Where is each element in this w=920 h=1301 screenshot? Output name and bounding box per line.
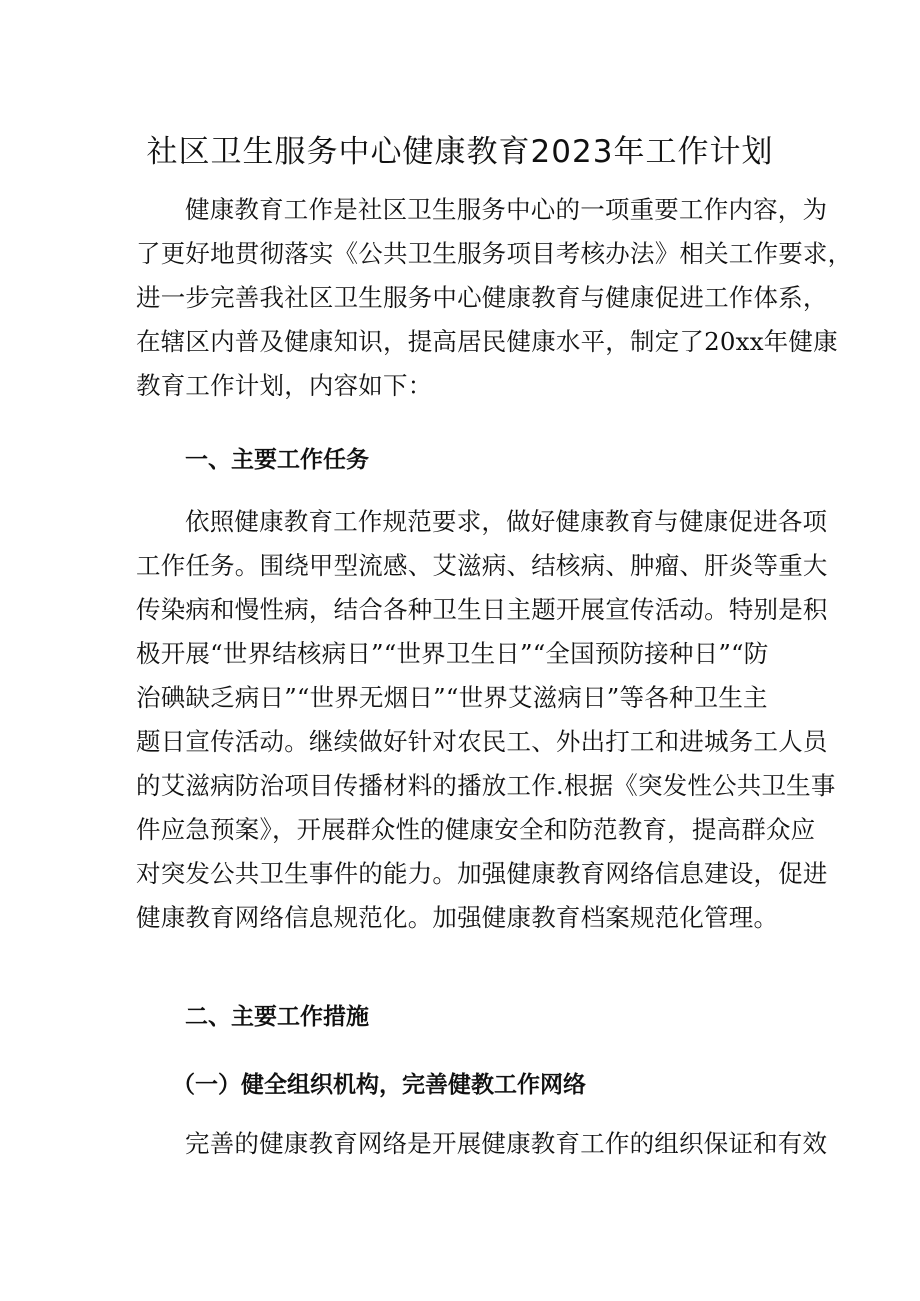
section1-line: 工作任务。围绕甲型流感、艾滋病、结核病、肿瘤、肝炎等重大	[136, 551, 828, 580]
section1-line: 极开展“世界结核病日”“世界卫生日”“全国预防接种日”“防	[136, 639, 769, 668]
intro-line: 健康教育工作是社区卫生服务中心的一项重要工作内容，为	[185, 195, 828, 224]
intro-line: 进一步完善我社区卫生服务中心健康教育与健康促进工作体系，	[136, 283, 828, 312]
intro-paragraph	[136, 188, 853, 408]
section1-line: 健康教育网络信息规范化。加强健康教育档案规范化管理。	[136, 903, 779, 932]
section1-line: 传染病和慢性病，结合各种卫生日主题开展宣传活动。特别是积	[136, 595, 828, 624]
section2-heading: 二、主要工作措施	[185, 1004, 369, 1030]
intro-line: 教育工作计划，内容如下：	[136, 371, 433, 400]
section1-paragraph	[136, 500, 836, 940]
section1-line: 治碘缺乏病日”“世界无烟日”“世界艾滋病日”等各种卫生主	[136, 683, 768, 712]
subsection1-heading: （一）健全组织机构，完善健教工作网络	[172, 1072, 586, 1098]
section1-line: 题日宣传活动。继续做好针对农民工、外出打工和进城务工人员	[136, 727, 828, 756]
intro-line: 在辖区内普及健康知识，提高居民健康水平，制定了20xx年健康	[136, 327, 838, 356]
subsection1-paragraph	[136, 1122, 828, 1166]
subsection1-line: 完善的健康教育网络是开展健康教育工作的组织保证和有效	[185, 1129, 828, 1158]
document-title: 社区卫生服务中心健康教育2023年工作计划	[146, 134, 774, 170]
section1-line: 件应急预案》，开展群众性的健康安全和防范教育，提高群众应	[136, 815, 816, 844]
section1-line: 的艾滋病防治项目传播材料的播放工作.根据《突发性公共卫生事	[136, 771, 836, 800]
intro-line: 了更好地贯彻落实《公共卫生服务项目考核办法》相关工作要求，	[136, 239, 853, 268]
section1-heading: 一、主要工作任务	[185, 447, 369, 473]
section1-line: 依照健康教育工作规范要求，做好健康教育与健康促进各项	[185, 507, 828, 536]
section1-line: 对突发公共卫生事件的能力。加强健康教育网络信息建设，促进	[136, 859, 828, 888]
